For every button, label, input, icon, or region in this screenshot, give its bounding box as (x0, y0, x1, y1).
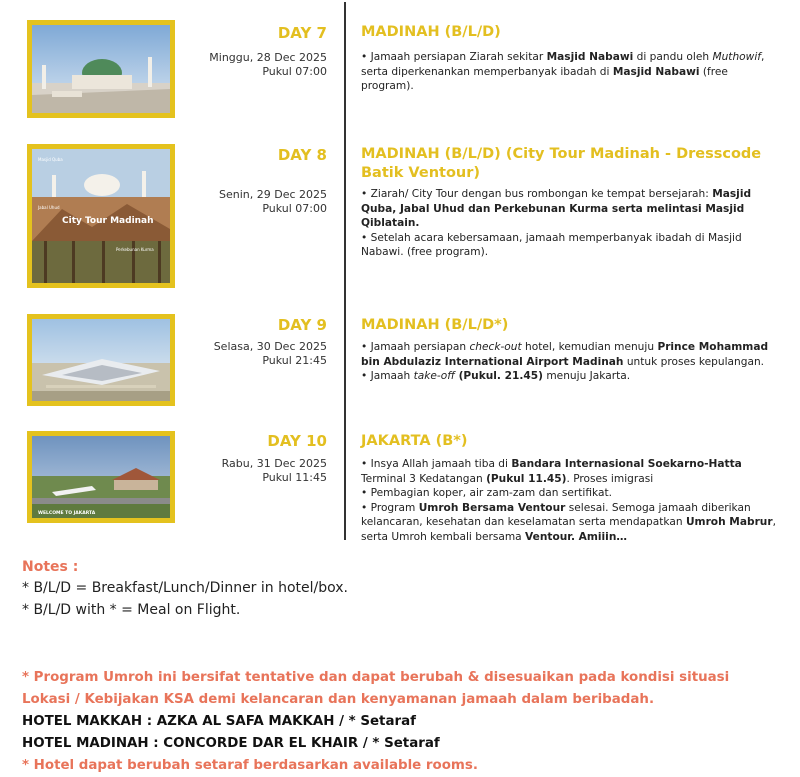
day-title: MADINAH (B/L/D*) (361, 317, 509, 333)
description-bullet: • Jamaah persiapan check-out hotel, kemudian menuju Prince Mohammad bin Abdulaziz International Airport Madinah untuk proses kepulangan. (361, 341, 769, 368)
day-title: MADINAH (B/L/D) (City Tour Madinah - Dresscode Batik Ventour) (361, 146, 762, 181)
hotel-makkah: HOTEL MAKKAH : AZKA AL SAFA MAKKAH / * Setaraf (22, 714, 416, 729)
day-label: DAY 9 (277, 316, 327, 334)
notes-title: Notes : (22, 559, 79, 575)
photo-small-caption: Masjid Quba (38, 157, 63, 162)
day-date: Rabu, 31 Dec 2025 (221, 457, 327, 470)
day-title: JAKARTA (B*) (361, 433, 468, 449)
day-label: DAY 7 (277, 24, 327, 42)
soekarno-hatta-photo (27, 431, 175, 523)
city-tour-madinah-photo (27, 144, 175, 288)
description-bullet: • Program Umroh Bersama Ventour selesai. Semoga jamaah diberikan kelancaran, kesehatan dan keselamatan serta mendapatkan Umroh Mabrur, serta Umroh kembali bersama Ventour. Amiiin… (361, 501, 776, 543)
day-date: Selasa, 30 Dec 2025 (213, 340, 327, 353)
hotel-madinah: HOTEL MADINAH : CONCORDE DAR EL KHAIR / * Setaraf (22, 736, 440, 751)
airport-madinah-photo (27, 314, 175, 406)
day-time: Pukul 07:00 (262, 202, 327, 215)
day-date: Senin, 29 Dec 2025 (218, 188, 327, 201)
description-bullet: • Pembagian koper, air zam-zam dan sertifikat. (361, 487, 613, 499)
day-description (361, 50, 781, 94)
notes-section (22, 559, 348, 619)
footer-section (22, 667, 782, 777)
note-line: * B/L/D with * = Meal on Flight. (22, 602, 241, 618)
day-date: Minggu, 28 Dec 2025 (209, 51, 327, 64)
day-label: DAY 8 (277, 146, 327, 164)
disclaimer-text: * Program Umroh ini bersifat tentative dan dapat berubah & disesuaikan pada kondisi situasi Lokasi / Kebijakan KSA demi kelancaran dan kenyamanan jamaah dalam beribadah. (22, 670, 730, 707)
day-time: Pukul 11:45 (262, 471, 327, 484)
description-bullet: • Jamaah take-off (Pukul. 21.45) menuju Jakarta. (361, 370, 631, 382)
description-bullet: • Jamaah persiapan Ziarah sekitar Masjid Nabawi di pandu oleh Muthowif, serta diperkenankan memperbanyak ibadah di Masjid Nabawi (free program). (361, 51, 765, 92)
day-time: Pukul 21:45 (262, 354, 327, 367)
day-description (361, 457, 781, 544)
description-bullet: • Ziarah/ City Tour dengan bus rombongan ke tempat bersejarah: Masjid Quba, Jabal Uhud dan Perkebunan Kurma serta melintasi Masjid Qiblatain. (361, 188, 752, 229)
masjid-nabawi-photo (27, 20, 175, 118)
description-bullet: • Insya Allah jamaah tiba di Bandara Internasional Soekarno-Hatta Terminal 3 Kedatangan (Pukul 11.45). Proses imigrasi (361, 458, 742, 485)
day-description (361, 187, 781, 260)
day-label: DAY 10 (267, 432, 327, 450)
hotel-note: * Hotel dapat berubah setaraf berdasarkan available rooms. (22, 758, 478, 773)
photo-caption: WELCOME TO JAKARTA (38, 511, 96, 516)
day-title: MADINAH (B/L/D) (361, 24, 501, 40)
day-description (361, 340, 781, 384)
note-line: * B/L/D = Breakfast/Lunch/Dinner in hotel/box. (22, 580, 348, 596)
day-time: Pukul 07:00 (262, 65, 327, 78)
photo-small-caption: Jabal Uhud (38, 205, 60, 210)
photo-caption: City Tour Madinah (62, 216, 154, 226)
description-bullet: • Setelah acara kebersamaan, jamaah memperbanyak ibadah di Masjid Nabawi. (free program). (361, 231, 742, 258)
photo-small-caption: Perkebunan Kurma (116, 247, 154, 252)
timeline-divider (344, 2, 346, 540)
